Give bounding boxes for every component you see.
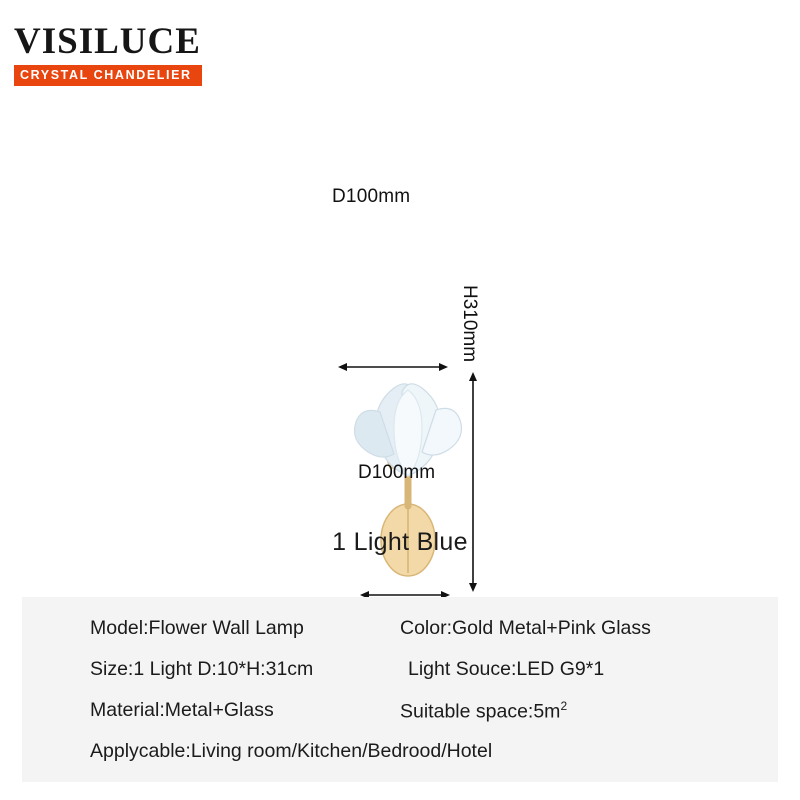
dimension-label-bottom: D100mm	[358, 462, 436, 483]
dimension-label-top: D100mm	[332, 186, 411, 207]
spec-suitable-space-unit: 2	[560, 699, 568, 713]
spec-row	[90, 699, 568, 723]
spec-model: Model:Flower Wall Lamp	[90, 617, 304, 639]
spec-applicable: Applycable:Living room/Kitchen/Bedrood/Hotel	[90, 740, 493, 762]
spec-row	[90, 658, 605, 681]
dimension-arrow-height	[468, 372, 478, 592]
spec-row	[90, 740, 492, 763]
spec-light-source: Light Souce:LED G9*1	[408, 658, 605, 680]
dimension-label-height: H310mm	[459, 285, 480, 363]
spec-color: Color:Gold Metal+Pink Glass	[400, 617, 651, 639]
brand-logo	[14, 22, 224, 86]
specification-panel	[22, 597, 778, 782]
spec-material: Material:Metal+Glass	[90, 699, 274, 721]
spec-size: Size:1 Light D:10*H:31cm	[90, 658, 314, 680]
brand-tagline: CRYSTAL CHANDELIER	[14, 65, 202, 86]
dimension-arrow-top	[338, 362, 448, 372]
spec-row	[90, 617, 651, 640]
spec-suitable-space	[400, 699, 567, 724]
product-caption: 1 Light Blue	[332, 528, 468, 556]
spec-suitable-space-text: Suitable space:5m	[400, 700, 561, 723]
brand-name: VISILUCE	[14, 21, 201, 62]
